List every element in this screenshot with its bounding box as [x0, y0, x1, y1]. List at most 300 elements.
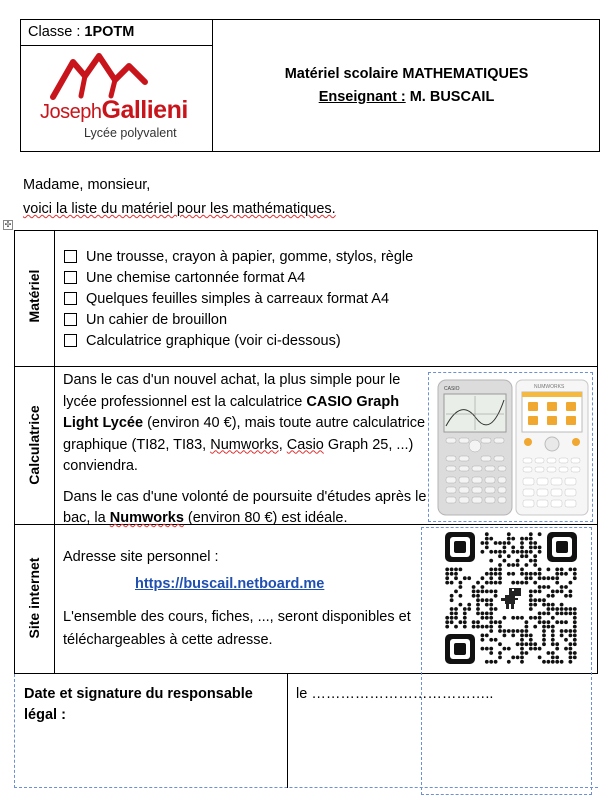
qr-module: [533, 541, 537, 545]
checkbox[interactable]: [64, 292, 77, 305]
checkbox[interactable]: [64, 250, 77, 263]
logo-wordmark: [40, 96, 188, 125]
qr-module: [507, 629, 511, 633]
qr-module: [481, 576, 485, 580]
qr-module: [564, 620, 568, 624]
qr-module: [551, 642, 555, 646]
class-label: Classe :: [28, 24, 85, 40]
casio-brand-text: CASIO: [444, 386, 460, 392]
qr-module: [445, 576, 449, 580]
qr-module: [560, 620, 564, 624]
qr-module: [485, 532, 489, 536]
qr-code-image[interactable]: [443, 530, 579, 666]
qr-module: [573, 607, 577, 611]
qr-module: [529, 634, 533, 638]
qr-module: [476, 620, 480, 624]
qr-module: [533, 625, 537, 629]
qr-module: [520, 581, 524, 585]
qr-module: [538, 568, 542, 572]
qr-module: [547, 651, 551, 655]
qr-module: [555, 656, 559, 660]
qr-module: [489, 660, 493, 664]
qr-module: [454, 572, 458, 576]
qr-module: [573, 638, 577, 642]
qr-module: [516, 616, 520, 620]
qr-module: [472, 594, 476, 598]
qr-module: [472, 590, 476, 594]
qr-module: [529, 607, 533, 611]
qr-module: [529, 550, 533, 554]
qr-module: [529, 638, 533, 642]
qr-module: [463, 616, 467, 620]
qr-module: [489, 550, 493, 554]
qr-module: [450, 581, 454, 585]
list-item: Une chemise cartonnée format A4: [64, 267, 413, 288]
qr-module: [573, 629, 577, 633]
intro-text: voici la liste du matériel pour les mathématiques.: [23, 201, 336, 217]
qr-module: [507, 563, 511, 567]
qr-module: [511, 616, 515, 620]
qr-module: [511, 634, 515, 638]
header-divider-horizontal: [20, 45, 213, 46]
qr-module: [503, 629, 507, 633]
qr-module: [481, 598, 485, 602]
qr-module: [489, 651, 493, 655]
site-url-link[interactable]: https://buscail.netboard.me: [135, 576, 325, 592]
qr-module: [525, 537, 529, 541]
qr-module: [498, 572, 502, 576]
qr-module: [516, 642, 520, 646]
qr-module: [547, 603, 551, 607]
qr-module: [445, 581, 449, 585]
qr-module: [555, 590, 559, 594]
qr-module: [445, 616, 449, 620]
qr-module: [564, 629, 568, 633]
qr-module: [564, 638, 568, 642]
calculatrice-text: [63, 370, 431, 530]
qr-module: [529, 616, 533, 620]
qr-module: [538, 576, 542, 580]
qr-module: [476, 594, 480, 598]
label-column-divider: [54, 230, 55, 674]
qr-module: [555, 581, 559, 585]
qr-module: [494, 620, 498, 624]
qr-module: [529, 537, 533, 541]
qr-module: [498, 625, 502, 629]
qr-module: [520, 550, 524, 554]
qr-module: [459, 585, 463, 589]
qr-module: [454, 625, 458, 629]
qr-module: [511, 656, 515, 660]
qr-module: [481, 612, 485, 616]
qr-module: [489, 638, 493, 642]
qr-module: [450, 616, 454, 620]
intro-greeting: Madame, monsieur,: [23, 177, 151, 193]
qr-module: [525, 620, 529, 624]
qr-module: [503, 559, 507, 563]
qr-module: [511, 563, 515, 567]
qr-module: [520, 572, 524, 576]
qr-module: [542, 660, 546, 664]
qr-module: [564, 647, 568, 651]
qr-module: [498, 656, 502, 660]
qr-module: [560, 590, 564, 594]
qr-module: [494, 572, 498, 576]
qr-module: [551, 603, 555, 607]
qr-module: [476, 607, 480, 611]
qr-module: [538, 590, 542, 594]
list-item: Calculatrice graphique (voir ci-dessous): [64, 330, 413, 351]
school-logo: [40, 52, 200, 147]
list-item: Un cahier de brouillon: [64, 309, 413, 330]
qr-module: [520, 642, 524, 646]
qr-module: [489, 576, 493, 580]
qr-module: [445, 572, 449, 576]
qr-module: [560, 568, 564, 572]
qr-module: [498, 563, 502, 567]
qr-module: [551, 634, 555, 638]
qr-module: [498, 629, 502, 633]
qr-module: [494, 581, 498, 585]
qr-module: [560, 572, 564, 576]
qr-module: [485, 541, 489, 545]
qr-module: [551, 616, 555, 620]
qr-module: [555, 642, 559, 646]
qr-module: [529, 642, 533, 646]
qr-module: [459, 594, 463, 598]
qr-module: [494, 568, 498, 572]
site-internet-label: Site internet: [26, 557, 42, 639]
qr-module: [569, 612, 573, 616]
casio-calculator-image: [436, 378, 516, 518]
qr-module: [573, 642, 577, 646]
qr-module: [485, 546, 489, 550]
calculatrice-paragraph-2: Dans le cas d'une volonté de poursuite d'études après le bac, la Numworks (environ 80 €) est idéale.: [63, 488, 427, 526]
qr-module: [485, 616, 489, 620]
qr-module: [525, 629, 529, 633]
qr-module: [503, 541, 507, 545]
qr-module: [538, 647, 542, 651]
qr-module: [481, 638, 485, 642]
qr-module: [569, 651, 573, 655]
qr-module: [533, 559, 537, 563]
qr-module: [511, 572, 515, 576]
qr-module: [564, 585, 568, 589]
qr-module: [551, 629, 555, 633]
qr-module: [538, 572, 542, 576]
qr-module: [551, 660, 555, 664]
qr-module: [573, 651, 577, 655]
qr-module: [489, 629, 493, 633]
qr-module: [529, 572, 533, 576]
qr-module: [481, 616, 485, 620]
qr-module: [498, 554, 502, 558]
qr-module: [485, 572, 489, 576]
qr-module: [454, 590, 458, 594]
row-divider-1: [14, 366, 598, 367]
qr-module: [494, 590, 498, 594]
qr-module: [485, 537, 489, 541]
qr-module: [507, 537, 511, 541]
qr-module: [476, 612, 480, 616]
qr-module: [485, 612, 489, 616]
qr-module: [538, 550, 542, 554]
qr-module: [542, 620, 546, 624]
qr-module: [573, 612, 577, 616]
signature-divider: [287, 674, 288, 788]
qr-module: [560, 607, 564, 611]
intro-line: [23, 199, 336, 220]
qr-module: [454, 616, 458, 620]
qr-module: [472, 585, 476, 589]
qr-module: [450, 612, 454, 616]
qr-module: [542, 576, 546, 580]
qr-module: [498, 642, 502, 646]
qr-module: [551, 638, 555, 642]
qr-module: [520, 568, 524, 572]
qr-module: [551, 576, 555, 580]
qr-module: [485, 598, 489, 602]
qr-module: [569, 660, 573, 664]
qr-module: [485, 581, 489, 585]
qr-module: [542, 629, 546, 633]
qr-module: [520, 629, 524, 633]
qr-module: [520, 638, 524, 642]
qr-module: [450, 572, 454, 576]
qr-module: [533, 581, 537, 585]
qr-module: [569, 642, 573, 646]
qr-module: [573, 656, 577, 660]
qr-module: [538, 620, 542, 624]
qr-module: [516, 581, 520, 585]
qr-module: [547, 620, 551, 624]
qr-module: [481, 647, 485, 651]
qr-module: [560, 660, 564, 664]
qr-module: [564, 572, 568, 576]
checkbox[interactable]: [64, 271, 77, 284]
qr-module: [454, 568, 458, 572]
qr-module: [525, 576, 529, 580]
qr-module: [569, 581, 573, 585]
qr-module: [533, 563, 537, 567]
checkbox[interactable]: [64, 334, 77, 347]
qr-module: [498, 541, 502, 545]
qr-module: [445, 568, 449, 572]
qr-module: [454, 607, 458, 611]
qr-module: [569, 568, 573, 572]
qr-module: [498, 651, 502, 655]
qr-module: [454, 576, 458, 580]
qr-module: [450, 607, 454, 611]
qr-module: [481, 541, 485, 545]
qr-module: [529, 532, 533, 536]
qr-module: [476, 603, 480, 607]
qr-module: [459, 603, 463, 607]
qr-module: [542, 603, 546, 607]
materiel-list: [64, 246, 413, 351]
qr-module: [511, 581, 515, 585]
page-title: Matériel scolaire MATHEMATIQUES: [284, 66, 529, 82]
qr-module: [547, 594, 551, 598]
qr-module: [547, 612, 551, 616]
qr-module: [525, 581, 529, 585]
qr-module: [525, 642, 529, 646]
qr-module: [529, 647, 533, 651]
teacher-line: [213, 89, 600, 105]
qr-module: [529, 598, 533, 602]
teacher-name: M. BUSCAIL: [405, 89, 495, 105]
table-move-handle[interactable]: ✣: [4, 220, 12, 229]
qr-module: [551, 590, 555, 594]
qr-module: [503, 546, 507, 550]
qr-module: [498, 620, 502, 624]
qr-module: [529, 576, 533, 580]
qr-module: [520, 541, 524, 545]
qr-module: [560, 629, 564, 633]
qr-module: [551, 656, 555, 660]
qr-module: [525, 554, 529, 558]
qr-module: [494, 594, 498, 598]
qr-module: [551, 651, 555, 655]
qr-module: [481, 634, 485, 638]
qr-module: [542, 625, 546, 629]
qr-module: [569, 629, 573, 633]
qr-module: [547, 625, 551, 629]
qr-module: [511, 629, 515, 633]
qr-module: [555, 572, 559, 576]
qr-module: [569, 656, 573, 660]
signature-date-field[interactable]: le ………………………………..: [296, 686, 494, 702]
qr-module: [529, 546, 533, 550]
qr-module: [555, 612, 559, 616]
qr-module: [450, 620, 454, 624]
header-divider-vertical: [212, 19, 213, 152]
qr-module: [445, 620, 449, 624]
qr-module: [489, 647, 493, 651]
class-cell: [28, 24, 134, 40]
qr-module: [450, 598, 454, 602]
qr-module: [573, 576, 577, 580]
qr-module: [516, 559, 520, 563]
qr-module: [494, 550, 498, 554]
qr-module: [547, 568, 551, 572]
qr-module: [573, 568, 577, 572]
qr-module: [525, 563, 529, 567]
list-item: Une trousse, crayon à papier, gomme, stylos, règle: [64, 246, 413, 267]
qr-module: [547, 660, 551, 664]
qr-module: [485, 625, 489, 629]
qr-module: [516, 563, 520, 567]
qr-module: [555, 607, 559, 611]
qr-module: [476, 625, 480, 629]
qr-module: [489, 612, 493, 616]
qr-module: [555, 620, 559, 624]
qr-module: [467, 603, 471, 607]
qr-module: [511, 550, 515, 554]
qr-module: [494, 541, 498, 545]
qr-module: [551, 625, 555, 629]
qr-module: [489, 616, 493, 620]
site-description: L'ensemble des cours, fiches, ..., seront disponibles et téléchargeables à cette adresse.: [63, 609, 411, 648]
numworks-brand-text: NUMWORKS: [534, 384, 565, 390]
qr-module: [525, 572, 529, 576]
qr-module: [507, 532, 511, 536]
qr-module: [538, 612, 542, 616]
qr-module: [560, 585, 564, 589]
qr-module: [542, 585, 546, 589]
qr-module: [472, 625, 476, 629]
qr-module: [551, 594, 555, 598]
qr-module: [489, 572, 493, 576]
qr-module: [551, 607, 555, 611]
calculatrice-label: Calculatrice: [26, 405, 42, 485]
qr-module: [507, 572, 511, 576]
qr-module: [472, 620, 476, 624]
checkbox[interactable]: [64, 313, 77, 326]
qr-module: [555, 576, 559, 580]
qr-module: [555, 660, 559, 664]
qr-module: [489, 598, 493, 602]
qr-module: [467, 576, 471, 580]
qr-module: [459, 568, 463, 572]
logo-subtitle: Lycée polyvalent: [84, 126, 177, 140]
qr-module: [542, 638, 546, 642]
qr-module: [507, 554, 511, 558]
qr-module: [450, 594, 454, 598]
qr-module: [489, 590, 493, 594]
qr-module: [485, 603, 489, 607]
logo-name-bold: Gallieni: [101, 96, 188, 124]
qr-module: [489, 568, 493, 572]
qr-module: [538, 546, 542, 550]
qr-module: [569, 607, 573, 611]
site-address-label: Adresse site personnel :: [63, 549, 219, 565]
qr-module: [481, 625, 485, 629]
qr-module: [573, 616, 577, 620]
qr-module: [529, 559, 533, 563]
qr-module: [481, 585, 485, 589]
qr-module: [489, 625, 493, 629]
qr-module: [529, 541, 533, 545]
qr-module: [573, 625, 577, 629]
qr-module: [533, 572, 537, 576]
qr-module: [525, 634, 529, 638]
qr-module: [547, 585, 551, 589]
class-value: 1POTM: [84, 24, 135, 40]
materiel-label: Matériel: [26, 269, 42, 323]
qr-module: [529, 603, 533, 607]
qr-module: [520, 537, 524, 541]
qr-module: [507, 541, 511, 545]
qr-module: [476, 590, 480, 594]
qr-module: [463, 625, 467, 629]
qr-module: [533, 590, 537, 594]
qr-module: [555, 647, 559, 651]
qr-module: [538, 532, 542, 536]
qr-module: [520, 616, 524, 620]
qr-module: [520, 554, 524, 558]
qr-module: [520, 634, 524, 638]
qr-module: [529, 590, 533, 594]
qr-module: [494, 607, 498, 611]
qr-module: [516, 550, 520, 554]
teacher-label: Enseignant :: [318, 89, 406, 105]
qr-module: [507, 660, 511, 664]
qr-module: [547, 576, 551, 580]
qr-module: [533, 598, 537, 602]
qr-module: [485, 590, 489, 594]
qr-module: [525, 550, 529, 554]
